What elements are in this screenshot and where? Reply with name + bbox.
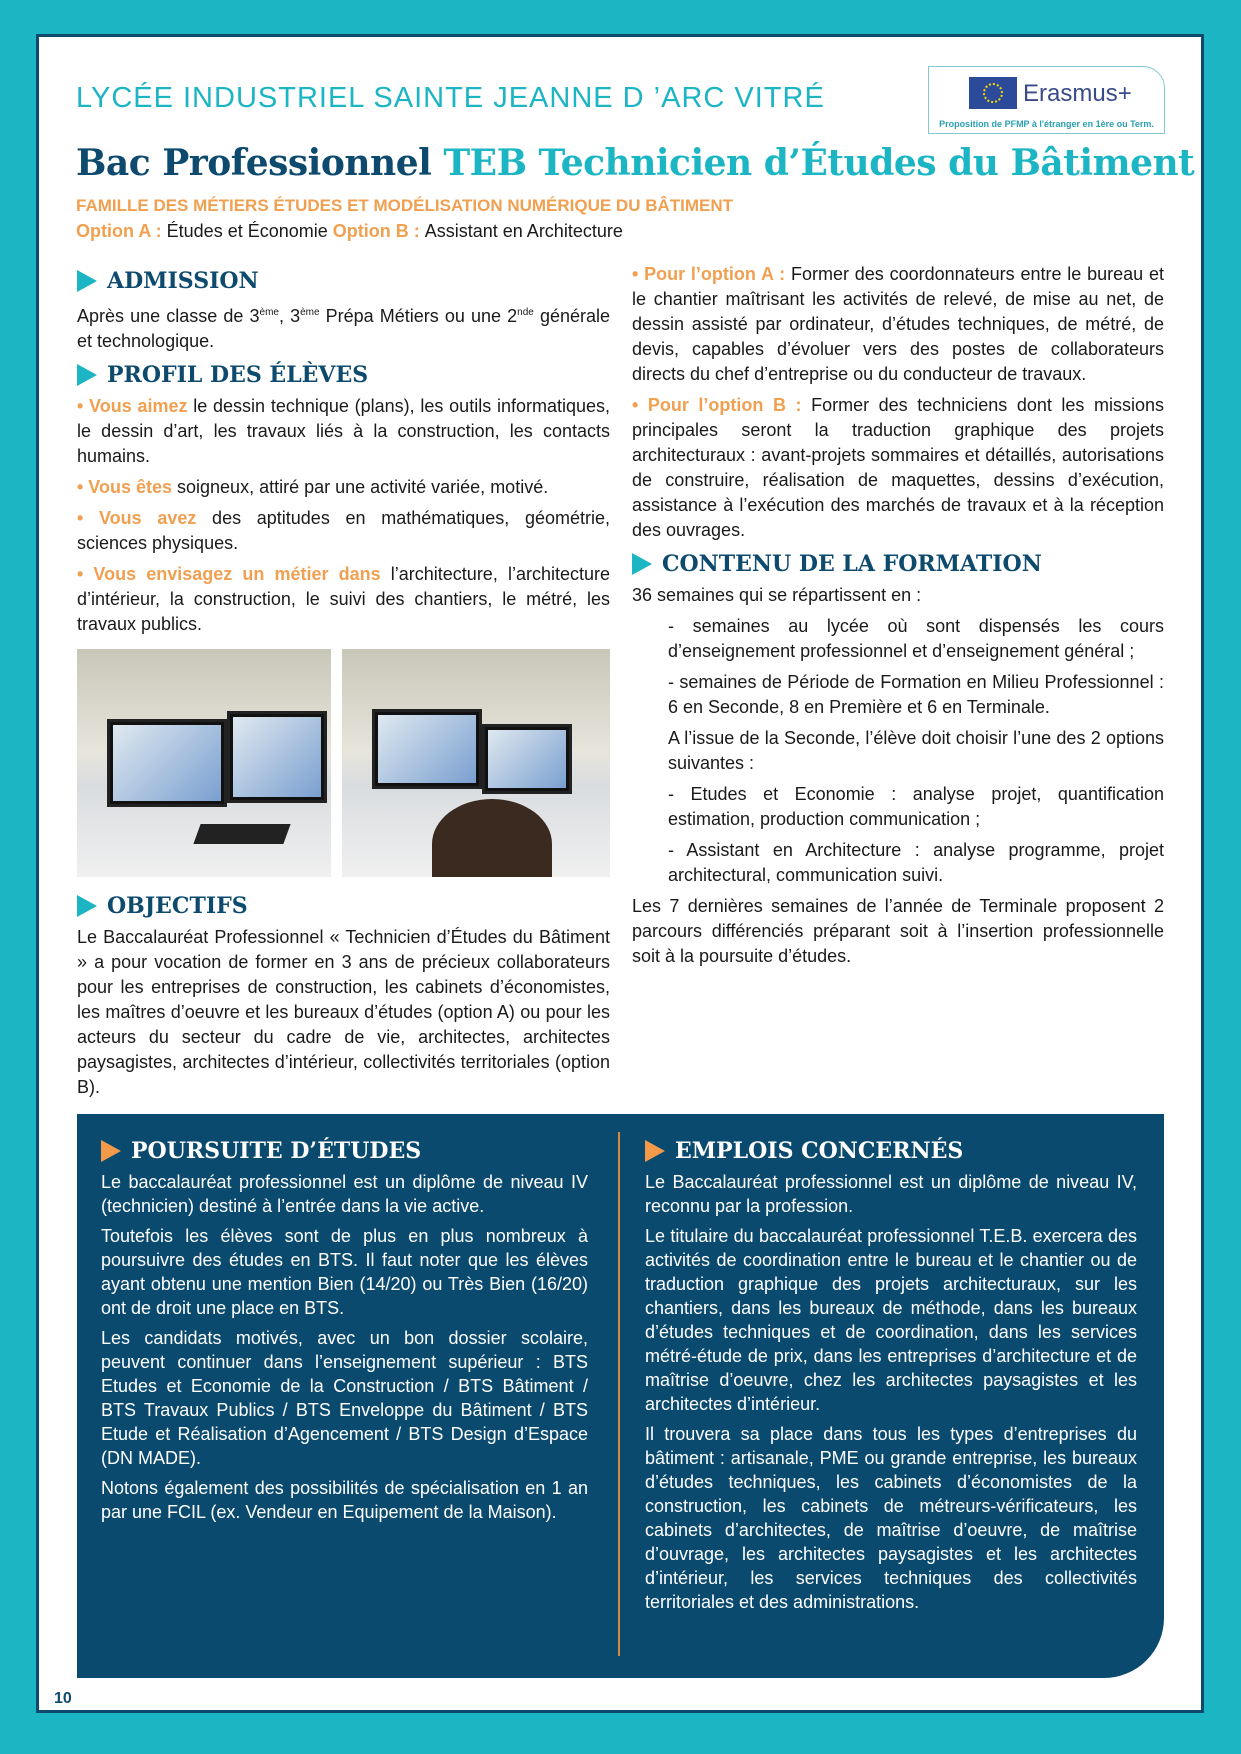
- heading-text: EMPLOIS CONCERNÉS: [675, 1138, 964, 1164]
- profil-item: • Vous envisagez un métier dans l’architecture, l’architecture d’intérieur, la construction, le suivi des chantiers, le métré, les travaux publics.: [77, 564, 610, 634]
- triangle-icon: [645, 1140, 665, 1162]
- erasmus-note: Proposition de PFMP à l'étranger en 1ère ou Term.: [939, 119, 1154, 129]
- heading-text: PROFIL DES ÉLÈVES: [107, 362, 369, 388]
- contenu-item: - semaines au lycée où sont dispensés les cours d’enseignement professionnel et d’enseignement général ;: [668, 616, 1164, 661]
- heading-text: OBJECTIFS: [107, 893, 248, 919]
- contenu-heading: [632, 549, 1164, 579]
- poursuite-heading: [101, 1136, 588, 1166]
- divider: [618, 1132, 620, 1656]
- famille-metiers: FAMILLE DES MÉTIERS ÉTUDES ET MODÉLISATION NUMÉRIQUE DU BÂTIMENT: [76, 196, 734, 215]
- contenu-item: - semaines de Période de Formation en Milieu Professionnel : 6 en Seconde, 8 en Première et 6 en Terminale.: [668, 672, 1164, 717]
- profil-item: • Vous aimez le dessin technique (plans), les outils informatiques, le dessin d’art, les travaux liés à la construction, les contacts humains.: [77, 396, 610, 466]
- paragraph: Le Baccalauréat professionnel est un diplôme de niveau IV, reconnu par la profession.: [645, 1172, 1137, 1216]
- classroom-photo-1: [77, 649, 331, 877]
- contenu-outro: Les 7 dernières semaines de l’année de Terminale proposent 2 parcours différenciés préparant soit à l’insertion professionnelle soit à la poursuite d’études.: [632, 896, 1164, 966]
- school-name: LYCÉE INDUSTRIEL SAINTE JEANNE D ’ARC VITRÉ: [76, 82, 825, 114]
- contenu-item: A l’issue de la Seconde, l’élève doit choisir l’une des 2 options suivantes :: [668, 728, 1164, 773]
- profil-item: • Vous avez des aptitudes en mathématiques, géométrie, sciences physiques.: [77, 508, 610, 553]
- triangle-icon: [77, 270, 97, 292]
- triangle-icon: [77, 364, 97, 386]
- title-part-2: TEB Technicien d’Études du Bâtiment: [443, 142, 1195, 184]
- right-column: [632, 262, 1164, 975]
- paragraph: Les candidats motivés, avec un bon dossier scolaire, peuvent continuer dans l’enseignement supérieur : BTS Etudes et Economie de la Construction / BTS Bâtiment / BTS Travaux Publics / BTS Enveloppe du Bâtiment / BTS Etude et Réalisation d’Agencement / BTS Design d’Espace (DN MADE).: [101, 1328, 588, 1468]
- contenu-item: - Assistant en Architecture : analyse programme, projet architectural, communication suivi.: [668, 840, 1164, 885]
- option-a: Études et Économie: [166, 221, 333, 241]
- heading-text: POURSUITE D’ÉTUDES: [131, 1138, 422, 1164]
- paragraph: Il trouvera sa place dans tous les types d’entreprises du bâtiment : artisanale, PME ou grande entreprise, les bureaux d’études techniques, les cabinets d’économistes de la construction, les cabinets de métreurs-vérificateurs, les cabinets d’architectes, de maîtrise d’oeuvre, de maîtrise d’ouvrage, les architectes paysagistes et les architectes d’intérieur, les services techniques des collectivités territoriales et des administrations.: [645, 1424, 1137, 1612]
- paragraph: Notons également des possibilités de spécialisation en 1 an par une FCIL (ex. Vendeur en Equipement de la Maison).: [101, 1478, 588, 1522]
- admission-heading: [77, 266, 610, 296]
- contenu-item: - Etudes et Economie : analyse projet, quantification estimation, production communication ;: [668, 784, 1164, 829]
- options-line: [76, 221, 623, 242]
- emplois-heading: [645, 1136, 1137, 1166]
- contenu-intro: 36 semaines qui se répartissent en :: [632, 585, 922, 605]
- heading-text: ADMISSION: [107, 268, 259, 294]
- erasmus-name: Erasmus+: [1023, 80, 1132, 107]
- page-number: 10: [54, 1690, 72, 1707]
- profil-heading: [77, 360, 610, 390]
- heading-text: CONTENU DE LA FORMATION: [662, 551, 1042, 577]
- left-column: [77, 262, 610, 1106]
- page-title: [76, 142, 1194, 184]
- photos: [77, 649, 610, 877]
- classroom-photo-2: [342, 649, 610, 877]
- triangle-icon: [101, 1140, 121, 1162]
- paragraph: Toutefois les élèves sont de plus en plus nombreux à poursuivre des études en BTS. Il faut noter que les élèves ayant obtenu une mention Bien (14/20) ou Très Bien (16/20) ont de droit une place en BTS.: [101, 1226, 588, 1318]
- option-b: Assistant en Architecture: [424, 221, 623, 241]
- paragraph: Le titulaire du baccalauréat professionnel T.E.B. exercera des activités de coordination entre le bureau et le chantier ou de traduction graphique des projets architecturaux, sur les chantiers, dans les bureaux de méthode, dans les bureaux d’études techniques et de coordination, dans les services métré-étude de prix, dans les entreprises d’architecture et de maîtrise d’oeuvre, chez les architectes paysagistes et les architectes d’intérieur.: [645, 1226, 1137, 1414]
- option-b-detail: • Pour l’option B : Former des techniciens dont les missions principales seront la traduction graphique des projets architecturaux : avant-projets sommaires et détaillés, autorisations de construire, réalisation de maquettes, dessins d’exécution, assistance à l’exécution des marchés de travaux et à la réception des ouvrages.: [632, 395, 1164, 540]
- triangle-icon: [77, 895, 97, 917]
- title-part-1: Bac Professionnel: [76, 142, 444, 184]
- info-box: [77, 1114, 1164, 1678]
- erasmus-logo: [928, 66, 1165, 134]
- objectifs-heading: [77, 891, 610, 921]
- poursuite-section: [101, 1132, 588, 1530]
- admission-text: Après une classe de 3ème, 3ème Prépa Métiers ou une 2nde générale et technologique.: [77, 306, 611, 351]
- option-a-label: Option A :: [76, 221, 167, 241]
- profil-item: • Vous êtes soigneux, attiré par une activité variée, motivé.: [77, 477, 549, 497]
- objectifs-text: Le Baccalauréat Professionnel « Technicien d’Études du Bâtiment » a pour vocation de former en 3 ans de précieux collaborateurs pour les entreprises de construction, les cabinets d’économistes, les maîtres d’oeuvre et les bureaux d’études (option A) ou pour les acteurs du secteur du cadre de vie, architectes, architectes paysagistes, architectes d’intérieur, collectivités territoriales (option B).: [77, 927, 610, 1097]
- option-b-label: Option B :: [332, 221, 425, 241]
- triangle-icon: [632, 553, 652, 575]
- eu-flag-icon: [969, 77, 1017, 109]
- option-a-detail: • Pour l’option A : Former des coordonnateurs entre le bureau et le chantier maîtrisant les activités de relevé, de mise au net, de dessin assisté par ordinateur, d’études techniques, de métré, de devis, capables d’évoluer vers des postes de collaborateurs directs du chef d’entreprise ou du conducteur de travaux.: [632, 264, 1164, 384]
- emplois-section: [645, 1132, 1137, 1620]
- paragraph: Le baccalauréat professionnel est un diplôme de niveau IV (technicien) destiné à l’entrée dans la vie active.: [101, 1172, 588, 1216]
